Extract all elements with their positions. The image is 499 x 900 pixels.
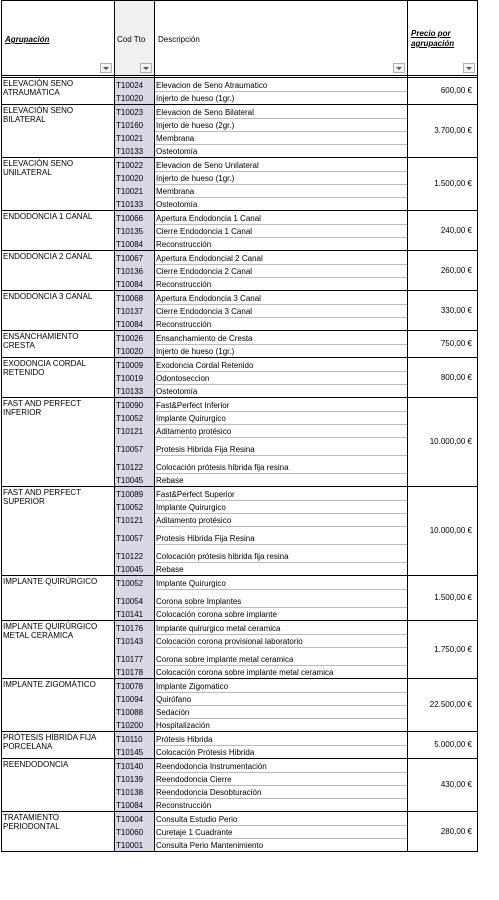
description-cell: Injerto de hueso (1gr.): [156, 174, 235, 183]
group-name: ELEVACIÓN SENO BILATERAL: [3, 106, 74, 124]
description-cell: Fast&Perfect Inferior: [156, 401, 230, 410]
cod-cell: T10057: [114, 526, 154, 544]
cod-cell: T10021: [114, 131, 154, 144]
description-cell: Sedación: [156, 708, 190, 717]
group-name: ENDODONCIA 2 CANAL: [3, 252, 93, 261]
cod-cell: T10138: [114, 785, 154, 798]
cod-cell: T10145: [114, 745, 154, 758]
cod-cell: T10088: [114, 705, 154, 718]
description-cell: Aditamento protésico: [156, 516, 232, 525]
group-price: 10.000,00 €: [429, 437, 472, 446]
cod-cell: T10090: [114, 398, 154, 411]
cod-cell: T10140: [114, 759, 154, 772]
cod-cell: T10133: [114, 197, 154, 210]
group-name: EXODONCIA CORDAL RETENIDO: [3, 359, 86, 377]
cod-cell: T10094: [114, 692, 154, 705]
group-price: 22.500,00 €: [429, 700, 472, 709]
cod-cell: T10066: [114, 211, 154, 224]
cod-cell: T10122: [114, 455, 154, 473]
column-divider: [407, 0, 408, 852]
cod-cell: T10057: [114, 437, 154, 455]
description-cell: Quirófano: [156, 695, 192, 704]
cod-cell: T10001: [114, 838, 154, 851]
group-price: 10.000,00 €: [429, 526, 472, 535]
description-cell: Colocación prótesis hibrida fija resina: [156, 463, 289, 472]
description-cell: Apertura Endodoncia 1 Canal: [156, 214, 261, 223]
cod-cell: T10084: [114, 237, 154, 250]
description-cell: Elevacion de Seno Unilateral: [156, 161, 259, 170]
description-cell: Hospitalización: [156, 721, 210, 730]
group-price: 800,00 €: [440, 373, 472, 382]
cod-cell: T10068: [114, 291, 154, 304]
group-price: 3.700,00 €: [434, 126, 472, 135]
description-cell: Colocación corona provisional laboratorio: [156, 637, 303, 646]
group-price: 1.750,00 €: [434, 645, 472, 654]
cod-cell: T10045: [114, 473, 154, 486]
cod-cell: T10121: [114, 424, 154, 437]
cod-cell: T10024: [114, 78, 154, 91]
column-divider: [114, 0, 115, 852]
cod-cell: T10067: [114, 251, 154, 264]
group-name: IMPLANTE QUIRÚRGICO: [3, 577, 98, 586]
cod-cell: T10084: [114, 277, 154, 290]
description-cell: Implante Quirurgico: [156, 579, 226, 588]
filter-dropdown-icon[interactable]: [100, 63, 112, 73]
description-cell: Protesis Hibrida Fija Resina: [156, 445, 255, 454]
filter-dropdown-icon[interactable]: [463, 63, 475, 73]
cod-cell: T10139: [114, 772, 154, 785]
description-cell: Consulta Perio Mantenimiento: [156, 841, 264, 850]
description-cell: Consulta Estudio Perio: [156, 815, 238, 824]
cod-cell: T10052: [114, 500, 154, 513]
group-name: ELEVACIÓN SENO UNILATERAL: [3, 159, 74, 177]
group-name: ENDODONCIA 1 CANAL: [3, 212, 93, 221]
description-cell: Corona sobre implante metal ceramica: [156, 655, 294, 664]
header-descripcion-label: Descripción: [158, 35, 200, 44]
description-cell: Apertura Endodoncial 2 Canal: [156, 254, 263, 263]
description-cell: Osteotomía: [156, 147, 198, 156]
description-cell: Reendodoncia Desobturación: [156, 788, 262, 797]
cod-cell: T10021: [114, 184, 154, 197]
cod-cell: T10060: [114, 825, 154, 838]
cod-cell: T10020: [114, 344, 154, 357]
group-name: ENSANCHAMIENTO CRESTA: [3, 332, 79, 350]
header-descripcion: [154, 0, 408, 76]
header-agrupacion-label: Agrupación: [5, 35, 50, 44]
header-precio: [407, 0, 478, 76]
group-name: FAST AND PERFECT INFERIOR: [3, 399, 81, 417]
description-cell: Reconstrucción: [156, 240, 212, 249]
group-price: 280,00 €: [440, 827, 472, 836]
cod-cell: T10137: [114, 304, 154, 317]
group-name: IMPLANTE ZIGOMÁTICO: [3, 680, 96, 689]
description-cell: Cierre Endodoncia 1 Canal: [156, 227, 253, 236]
cod-cell: T10022: [114, 158, 154, 171]
description-cell: Implante quirurgico metal ceramica: [156, 624, 281, 633]
description-cell: Curetaje 1 Cuadrante: [156, 828, 233, 837]
filter-dropdown-icon[interactable]: [393, 63, 405, 73]
description-cell: Prótesis Hibrida: [156, 735, 213, 744]
group-price: 600,00 €: [440, 86, 472, 95]
cod-cell: T10176: [114, 621, 154, 634]
cod-cell: T10009: [114, 358, 154, 371]
cod-cell: T10133: [114, 144, 154, 157]
group-name: FAST AND PERFECT SUPERIOR: [3, 488, 81, 506]
cod-cell: T10136: [114, 264, 154, 277]
description-cell: Ensanchamiento de Cresta: [156, 334, 253, 343]
column-divider: [477, 0, 478, 852]
description-cell: Injerto de hueso (2gr.): [156, 121, 235, 130]
description-cell: Exodoncia Cordal Retenido: [156, 361, 254, 370]
group-price: 750,00 €: [440, 339, 472, 348]
description-cell: Injerto de hueso (1gr.): [156, 94, 235, 103]
description-cell: Fast&Perfect Superior: [156, 490, 235, 499]
cod-cell: T10133: [114, 384, 154, 397]
description-cell: Membrana: [156, 134, 195, 143]
description-cell: Osteotomía: [156, 200, 198, 209]
group-price: 1.500,00 €: [434, 593, 472, 602]
cod-cell: T10023: [114, 105, 154, 118]
cod-cell: T10084: [114, 317, 154, 330]
header-agrupacion: [1, 0, 115, 76]
description-cell: Elevacion de Seno Atraumatico: [156, 81, 268, 90]
cod-cell: T10089: [114, 487, 154, 500]
cod-cell: T10178: [114, 665, 154, 678]
description-cell: Apertura Endodoncia 3 Canal: [156, 294, 261, 303]
cod-cell: T10020: [114, 91, 154, 104]
group-name: PRÓTESIS HÍBRIDA FIJA PORCELANA: [3, 733, 96, 751]
cod-cell: T10122: [114, 544, 154, 562]
header-cod-label: Cod Tto: [117, 35, 146, 44]
description-cell: Colocación corona sobre implante metal ceramica: [156, 668, 334, 677]
description-cell: Aditamento protésico: [156, 427, 232, 436]
description-cell: Cierre Endodoncia 3 Canal: [156, 307, 253, 316]
group-price: 260,00 €: [440, 266, 472, 275]
cod-cell: T10004: [114, 812, 154, 825]
cod-cell: T10078: [114, 679, 154, 692]
filter-dropdown-icon[interactable]: [140, 63, 152, 73]
header-bottom-border: [1, 77, 478, 78]
cod-cell: T10160: [114, 118, 154, 131]
description-cell: Implante Zigomatico: [156, 682, 229, 691]
cod-cell: T10026: [114, 331, 154, 344]
description-cell: Colocación corona sobre implante: [156, 610, 277, 619]
column-divider: [154, 0, 155, 852]
description-cell: Odontoseccion: [156, 374, 210, 383]
group-price: 330,00 €: [440, 306, 472, 315]
cod-cell: T10020: [114, 171, 154, 184]
description-cell: Implante Quirurgico: [156, 414, 226, 423]
group-price: 240,00 €: [440, 226, 472, 235]
group-name: ELEVACIÓN SENO ATRAUMÁTICA: [3, 79, 74, 97]
cod-cell: T10141: [114, 607, 154, 620]
description-cell: Injerto de hueso (1gr.): [156, 347, 235, 356]
description-cell: Colocación Prótesis Hibrida: [156, 748, 255, 757]
description-cell: Rebase: [156, 565, 184, 574]
cod-cell: T10121: [114, 513, 154, 526]
description-cell: Reconstrucción: [156, 801, 212, 810]
group-name: IMPLANTE QUIRÚRGICO METAL CERAMICA: [3, 622, 98, 640]
group-price: 1.500,00 €: [434, 179, 472, 188]
group-name: TRATAMIENTO PERIODONTAL: [3, 813, 60, 831]
group-price: 5.000,00 €: [434, 740, 472, 749]
description-cell: Osteotomía: [156, 387, 198, 396]
description-cell: Corona sobre Implantes: [156, 597, 242, 606]
cod-cell: T10019: [114, 371, 154, 384]
description-cell: Implante Quirurgico: [156, 503, 226, 512]
column-divider: [1, 0, 2, 852]
description-cell: Reendodoncia Cierre: [156, 775, 232, 784]
cod-cell: T10135: [114, 224, 154, 237]
cod-cell: T10052: [114, 411, 154, 424]
header-cod: [114, 0, 155, 76]
cod-cell: T10052: [114, 576, 154, 589]
description-cell: Reendodoncia Instrumentación: [156, 762, 267, 771]
cod-cell: T10054: [114, 589, 154, 607]
description-cell: Rebase: [156, 476, 184, 485]
price-table: [1, 0, 478, 895]
cod-cell: T10200: [114, 718, 154, 731]
header-precio-label: Precio por agrupación: [411, 29, 455, 48]
cod-cell: T10177: [114, 647, 154, 665]
description-cell: Elevacion de Seno Bilateral: [156, 108, 254, 117]
description-cell: Protesis Hibrida Fija Resina: [156, 534, 255, 543]
description-cell: Membrana: [156, 187, 195, 196]
group-price: 430,00 €: [440, 780, 472, 789]
cod-cell: T10045: [114, 562, 154, 575]
cod-cell: T10143: [114, 634, 154, 647]
group-name: ENDODONCIA 3 CANAL: [3, 292, 93, 301]
description-cell: Reconstrucción: [156, 320, 212, 329]
description-cell: Reconstrucción: [156, 280, 212, 289]
cod-cell: T10110: [114, 732, 154, 745]
description-cell: Colocación prótesis hibrida fija resina: [156, 552, 289, 561]
group-name: REENDODONCIA: [3, 760, 69, 769]
description-cell: Cierre Endodoncia 2 Canal: [156, 267, 253, 276]
cod-cell: T10084: [114, 798, 154, 811]
